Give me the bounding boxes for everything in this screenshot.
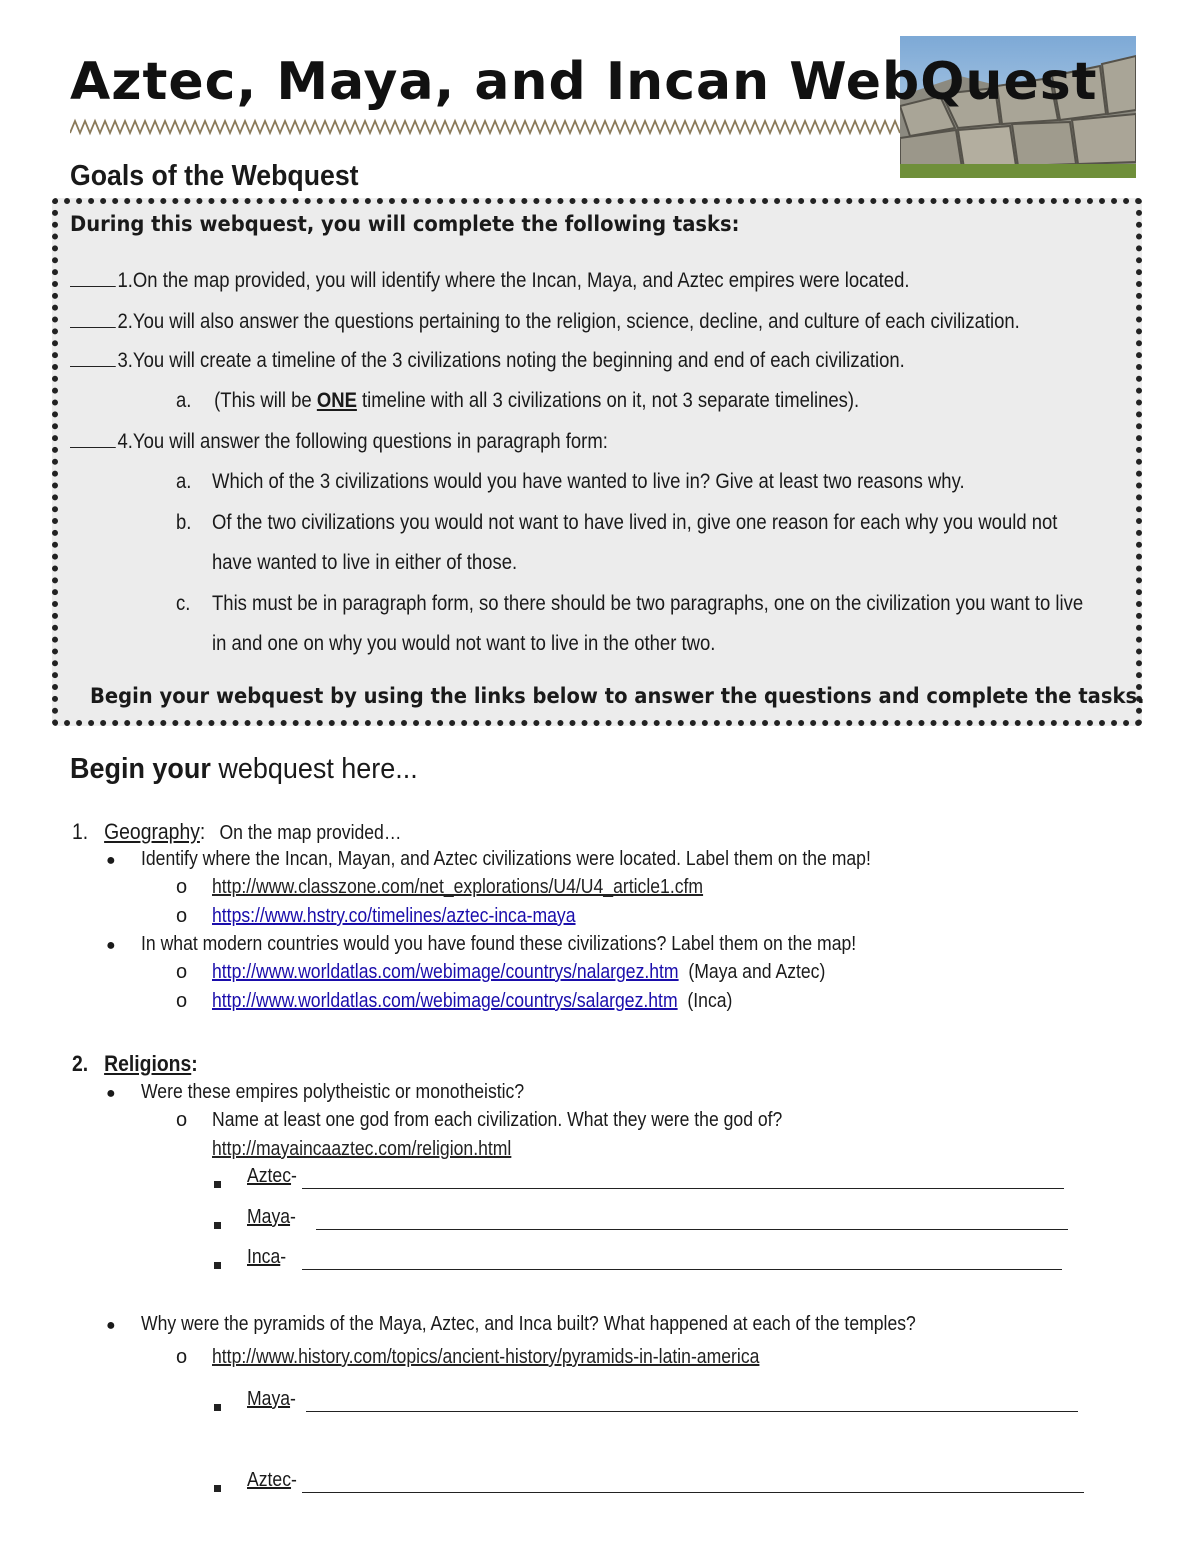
section-number: 1. (72, 819, 89, 844)
answer-field-aztec (247, 1165, 297, 1188)
section-intro: On the map provided… (219, 822, 402, 844)
answer-field-aztec-pyramid (247, 1469, 297, 1492)
answer-field-maya (247, 1206, 296, 1229)
field-sep: - (291, 1469, 297, 1491)
field-sep: - (290, 1206, 296, 1228)
link-worldatlas-na[interactable]: http://www.worldatlas.com/webimage/countrys/nalargez.htm (212, 961, 679, 983)
section-title: Religions (104, 1051, 192, 1076)
link-note: (Maya and Aztec) (688, 961, 826, 983)
link-row-salargez (212, 990, 732, 1013)
section-title: Geography (104, 819, 200, 844)
task-4c-line2: in and one on why you would not want to live in the other two. (212, 632, 716, 655)
task-item-1 (70, 268, 910, 293)
bullet-icon: ● (106, 1085, 116, 1102)
religions-heading (72, 1051, 198, 1077)
geography-heading (72, 819, 401, 845)
field-label: Aztec (247, 1165, 292, 1187)
answer-field-inca (247, 1246, 286, 1269)
sub-letter: a. (176, 389, 192, 412)
circle-bullet-icon: o (176, 961, 188, 983)
religions-q1-sub: Name at least one god from each civilization. What they were the god of? (212, 1109, 783, 1131)
square-bullet-icon (214, 1216, 221, 1234)
task-number: 1. (117, 269, 133, 292)
begin-heading-bold: Begin your (70, 753, 211, 785)
field-label: Inca (247, 1246, 281, 1268)
section-colon: : (191, 1051, 198, 1076)
sub-letter: c. (176, 592, 191, 615)
tasks-footer: Begin your webquest by using the links below to answer the questions and complete the tasks. (90, 684, 1145, 708)
bullet-icon: ● (106, 937, 116, 954)
task-4a-text: Which of the 3 civilizations would you have wanted to live in? Give at least two reasons why. (212, 470, 965, 493)
task-4b-line2: have wanted to live in either of those. (212, 551, 518, 574)
geography-q2: In what modern countries would you have found these civilizations? Label them on the map! (141, 933, 857, 955)
task-item-4 (70, 429, 608, 454)
field-label: Aztec (247, 1469, 292, 1491)
decorative-squiggle-divider (70, 118, 900, 136)
begin-heading-rest: webquest here... (210, 753, 418, 785)
link-row-nalargez (212, 961, 825, 984)
task-4b (176, 511, 191, 535)
task-number: 4. (117, 430, 133, 453)
link-mayaincaaztec[interactable]: http://mayaincaaztec.com/religion.html (212, 1138, 512, 1160)
link-history-pyramids[interactable]: http://www.history.com/topics/ancient-history/pyramids-in-latin-america (212, 1346, 760, 1368)
answer-line-maya-pyramid[interactable] (306, 1393, 1078, 1412)
field-sep: - (280, 1246, 287, 1268)
circle-bullet-icon: o (176, 876, 188, 898)
link-classzone[interactable]: http://www.classzone.com/net_explorations/U4/U4_article1.cfm (212, 876, 704, 898)
goals-heading: Goals of the Webquest (70, 160, 359, 192)
answer-line-aztec-pyramid[interactable] (302, 1474, 1084, 1493)
task-item-3 (70, 348, 905, 373)
answer-line-inca[interactable] (302, 1251, 1062, 1270)
religions-q2: Why were the pyramids of the Maya, Aztec, and Inca built? What happened at each of the temples? (141, 1313, 916, 1335)
square-bullet-icon (214, 1175, 221, 1193)
link-note: (Inca) (687, 990, 733, 1012)
sub-text-post: timeline with all 3 civilizations on it, not 3 separate timelines). (356, 389, 860, 412)
square-bullet-icon (214, 1398, 221, 1416)
task-4b-line1: Of the two civilizations you would not want to have lived in, give one reason for each why you would not (212, 511, 1058, 534)
section-colon: : (199, 819, 206, 844)
geography-q1: Identify where the Incan, Mayan, and Aztec civilizations were located. Label them on the map! (141, 848, 871, 870)
circle-bullet-icon: o (176, 905, 188, 927)
checkbox-blank-line[interactable] (70, 429, 116, 448)
circle-bullet-icon: o (176, 1346, 188, 1368)
checkbox-blank-line[interactable] (70, 268, 116, 287)
field-label: Maya (247, 1206, 291, 1228)
checkbox-blank-line[interactable] (70, 348, 116, 367)
link-hstry[interactable]: https://www.hstry.co/timelines/aztec-inca-maya (212, 905, 576, 927)
square-bullet-icon (214, 1256, 221, 1274)
checkbox-blank-line[interactable] (70, 309, 116, 328)
circle-bullet-icon: o (176, 990, 188, 1012)
task-3a (176, 389, 859, 413)
link-worldatlas-sa[interactable]: http://www.worldatlas.com/webimage/countrys/salargez.htm (212, 990, 678, 1012)
bullet-icon: ● (106, 852, 116, 869)
task-text: On the map provided, you will identify where the Incan, Maya, and Aztec empires were located. (132, 269, 910, 292)
task-number: 2. (117, 310, 133, 333)
sub-letter: b. (176, 511, 192, 534)
field-sep: - (290, 1388, 296, 1410)
tasks-intro: During this webquest, you will complete the following tasks: (70, 212, 740, 236)
circle-bullet-icon: o (176, 1109, 188, 1131)
field-label: Maya (247, 1388, 291, 1410)
bullet-icon: ● (106, 1317, 116, 1334)
field-sep: - (291, 1165, 297, 1187)
answer-field-maya-pyramid (247, 1388, 296, 1411)
answer-line-maya[interactable] (316, 1211, 1068, 1230)
begin-heading (70, 753, 418, 786)
religions-q1: Were these empires polytheistic or monotheistic? (141, 1081, 525, 1103)
task-text: You will also answer the questions pertaining to the religion, science, decline, and culture of each civilization. (132, 310, 1020, 333)
square-bullet-icon (214, 1479, 221, 1497)
task-text: You will create a timeline of the 3 civilizations noting the beginning and end of each civilization. (132, 349, 905, 372)
sub-letter: a. (176, 470, 192, 493)
task-4c-line1: This must be in paragraph form, so there should be two paragraphs, one on the civilization you want to live (212, 592, 1084, 615)
answer-line-aztec[interactable] (302, 1170, 1064, 1189)
task-item-2 (70, 309, 1020, 334)
task-text: You will answer the following questions in paragraph form: (132, 430, 608, 453)
section-number: 2. (72, 1051, 89, 1076)
page-title: Aztec, Maya, and Incan WebQuest (70, 52, 1098, 112)
task-4c (176, 592, 190, 616)
sub-text-pre: (This will be (214, 389, 317, 412)
sub-text-bold: ONE (316, 389, 357, 412)
task-number: 3. (117, 349, 133, 372)
task-4a (176, 470, 191, 494)
